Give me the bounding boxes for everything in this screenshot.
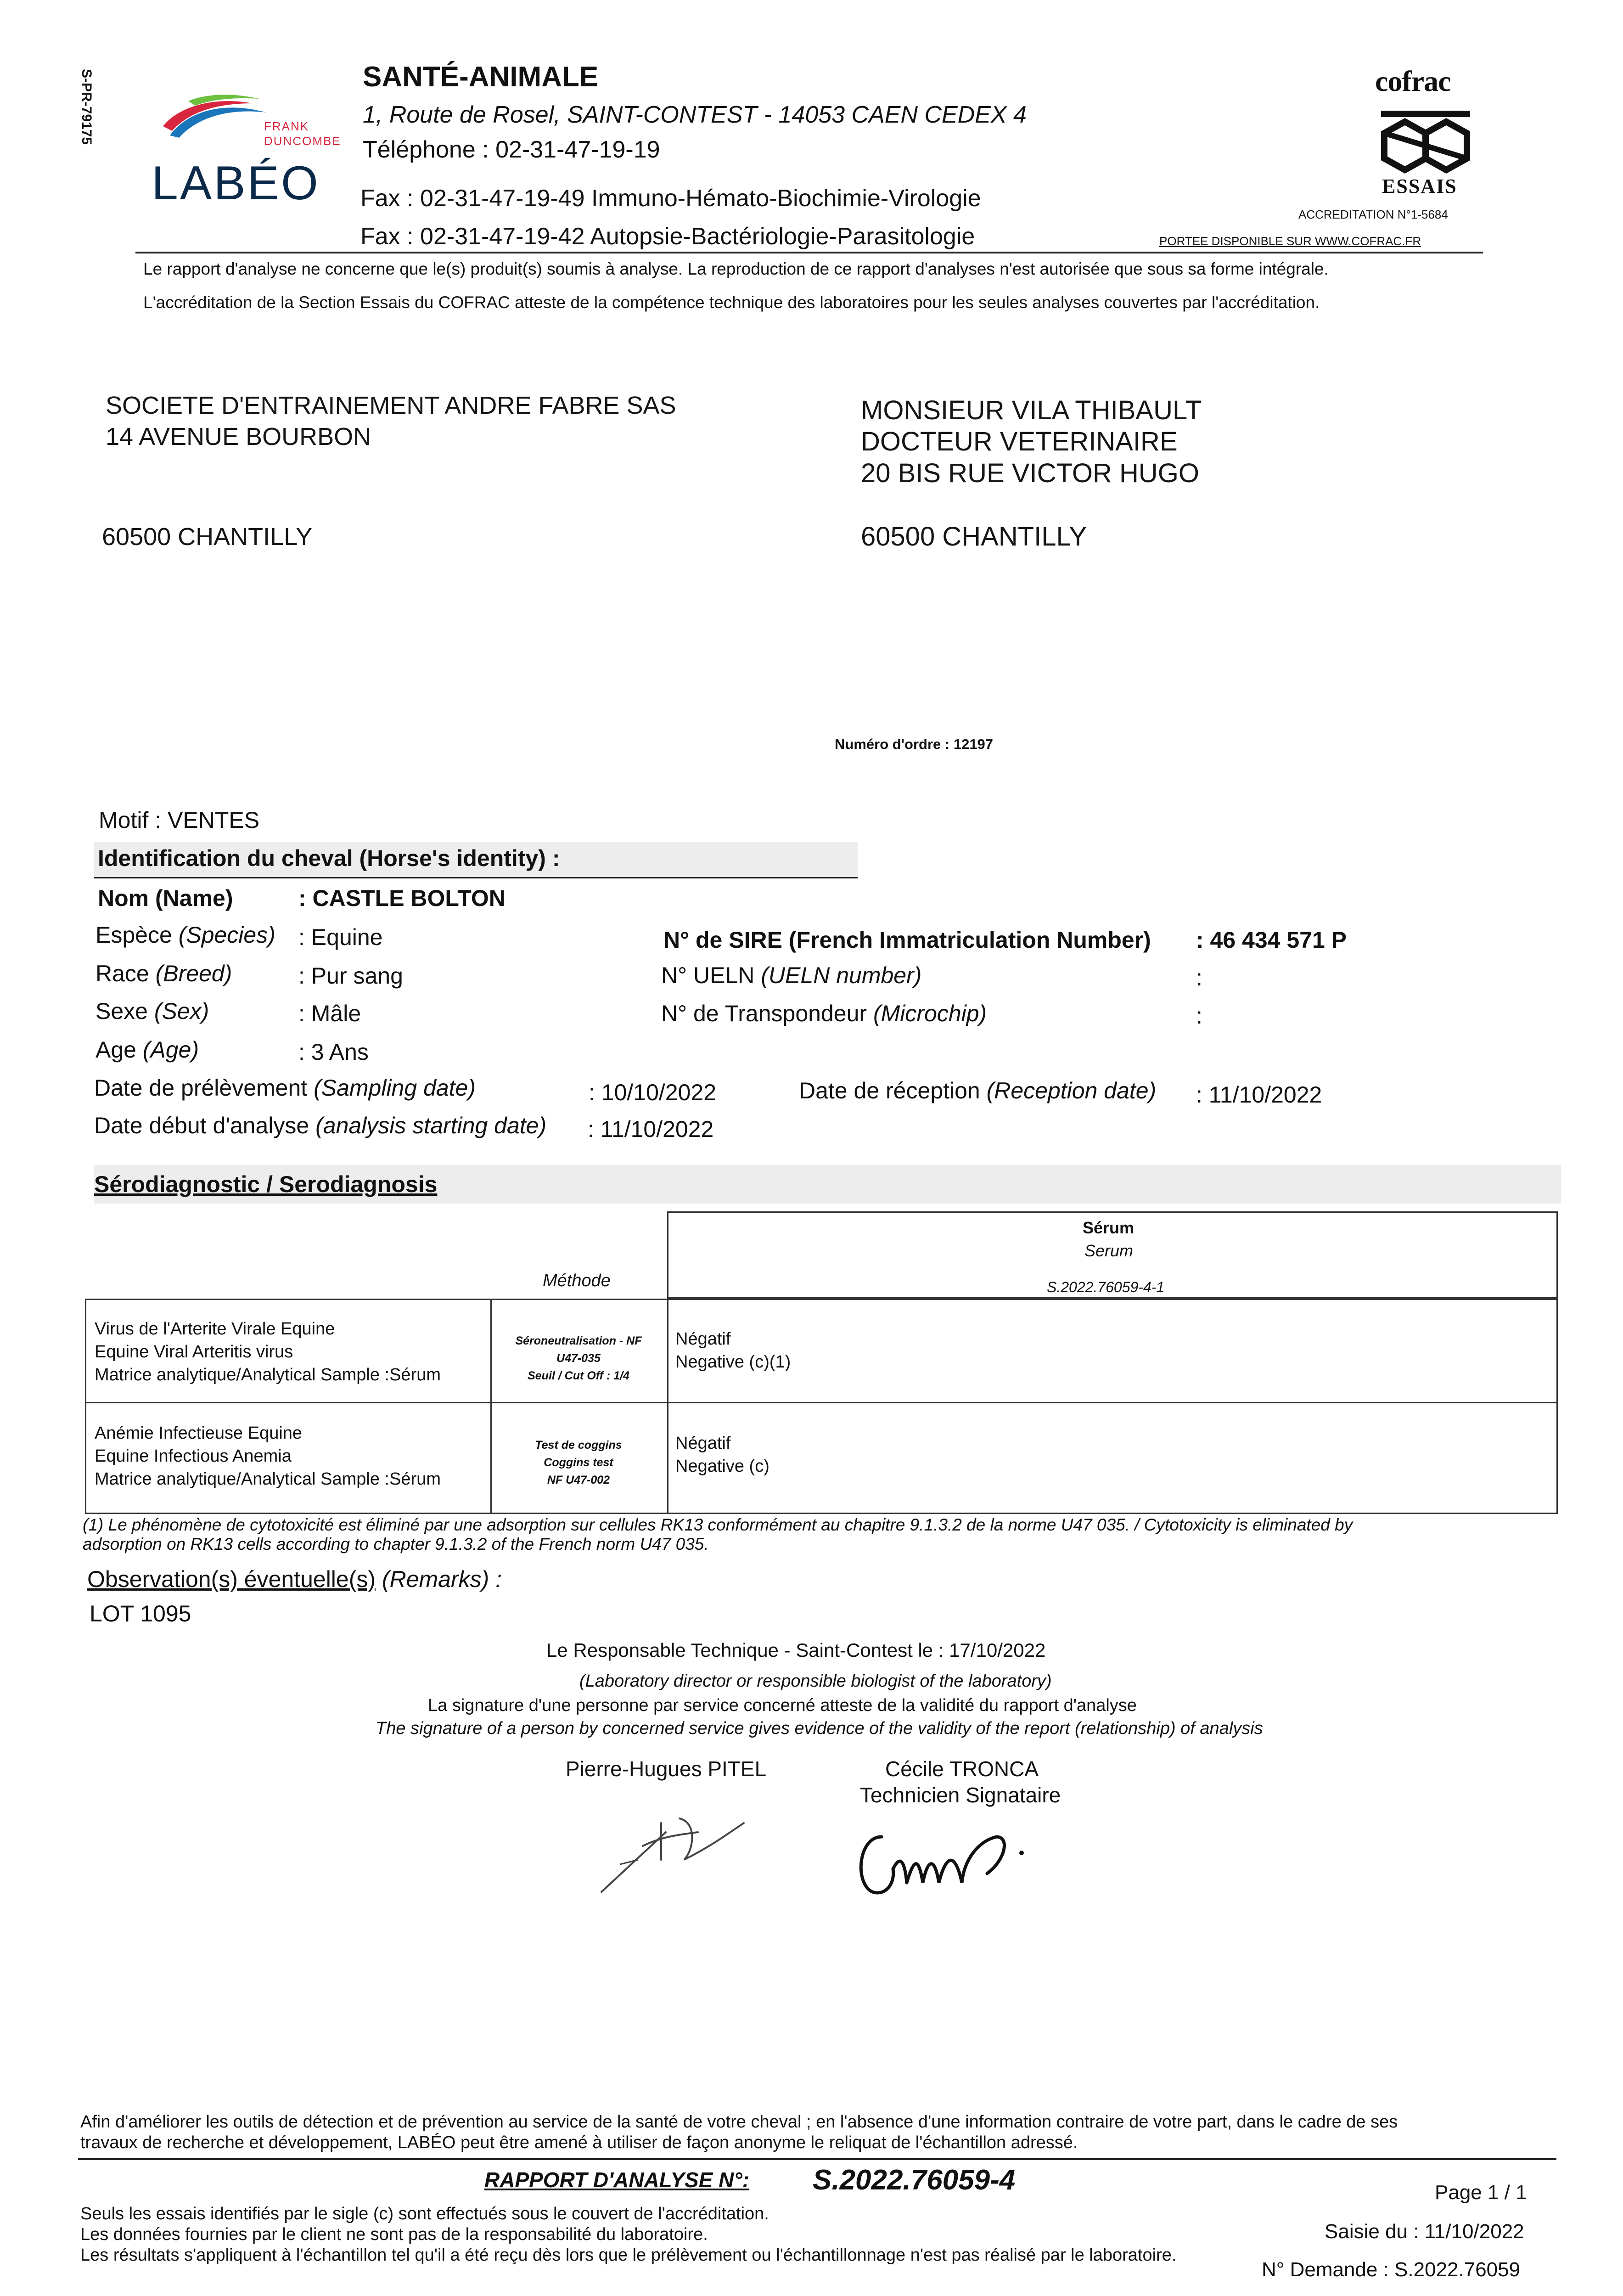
- report-number: S.2022.76059-4: [813, 2164, 1016, 2196]
- result-en: Negative (c)(1): [675, 1352, 791, 1372]
- table-row: [85, 1402, 1558, 1514]
- breed-label-en: (Breed): [155, 961, 232, 986]
- species-value: : Equine: [298, 924, 383, 950]
- transponder-value: :: [1196, 1003, 1202, 1029]
- age-label-en: (Age): [142, 1037, 199, 1063]
- breed-label-fr: Race: [95, 961, 149, 986]
- research-notice-2: travaux de recherche et développement, LABÉO peut être amené à utiliser de façon anonyme le reliquat de l'échantillon adressé.: [80, 2133, 1078, 2152]
- sampling-date-label-en: (Sampling date): [314, 1075, 476, 1101]
- signer-2-name: Cécile TRONCA: [885, 1757, 1039, 1781]
- document-reference-code: S-PR-79175: [79, 69, 94, 145]
- research-notice-1: Afin d'améliorer les outils de détection et de prévention au service de la santé de votre cheval ; en l'absence d'une information contraire de votre part, dans le cadre de ses: [80, 2112, 1398, 2132]
- species-label-en: (Species): [178, 922, 275, 948]
- sampling-date-value: : 10/10/2022: [589, 1080, 717, 1105]
- technical-manager-line-en: (Laboratory director or responsible biologist of the laboratory): [579, 1671, 1052, 1691]
- signer-2-title: Technicien Signataire: [860, 1783, 1061, 1807]
- method-line-1: Séroneutralisation - NF: [515, 1334, 642, 1347]
- sample-header-en: Serum: [1084, 1241, 1134, 1260]
- result-fr: Négatif: [675, 1434, 731, 1453]
- sire-label: N° de SIRE (French Immatriculation Number): [663, 927, 1151, 953]
- results-scope-note: Les résultats s'appliquent à l'échantillon tel qu'il a été reçu dès lors que le prélèvement ou l'échantillonnage n'est pas réalisé par le laboratoire.: [80, 2245, 1177, 2265]
- method-header: Méthode: [543, 1271, 611, 1290]
- analysis-start-label: [94, 1112, 546, 1139]
- method-line-2: U47-035: [556, 1352, 601, 1365]
- sire-value: : 46 434 571 P: [1196, 927, 1347, 953]
- method-line-3: NF U47-002: [547, 1474, 610, 1486]
- technical-manager-line: Le Responsable Technique - Saint-Contest le : 17/10/2022: [546, 1639, 1046, 1661]
- analysis-start-label-fr: Date début d'analyse: [94, 1113, 309, 1138]
- age-value: : 3 Ans: [298, 1039, 369, 1065]
- footer-divider: [78, 2158, 1556, 2160]
- cofrac-emblem-icon: [1377, 108, 1474, 177]
- accreditation-number: ACCREDITATION N°1-5684: [1298, 208, 1448, 221]
- page-number: Page 1 / 1: [1435, 2181, 1527, 2204]
- result-en: Negative (c): [675, 1457, 769, 1476]
- owner-name: SOCIETE D'ENTRAINEMENT ANDRE FABRE SAS: [106, 392, 676, 419]
- recipient-city: 60500 CHANTILLY: [861, 522, 1087, 551]
- cytotoxicity-footnote-1: (1) Le phénomène de cytotoxicité est éliminé par une adsorption sur cellules RK13 conformément au chapitre 9.1.3.2 de la norme U47 035. / Cytotoxicity is eliminated by: [83, 1515, 1353, 1534]
- sex-label-en: (Sex): [154, 998, 209, 1024]
- remarks-value: LOT 1095: [90, 1601, 191, 1626]
- logo-small-line-1: FRANK: [264, 119, 309, 133]
- lab-address: 1, Route de Rosel, SAINT-CONTEST - 14053 CAEN CEDEX 4: [363, 101, 1027, 128]
- method-line-1: Test de coggins: [535, 1439, 622, 1452]
- ueln-value: :: [1196, 965, 1202, 990]
- identity-heading-rule: [94, 877, 858, 878]
- disclaimer-line-2: L'accréditation de la Section Essais du COFRAC atteste de la compétence technique des laboratoires pour les seules analyses couvertes par l'accréditation.: [143, 293, 1320, 312]
- owner-city: 60500 CHANTILLY: [102, 523, 313, 551]
- remarks-label: [87, 1566, 502, 1593]
- request-number: N° Demande : S.2022.76059: [1262, 2258, 1521, 2281]
- lab-fax-2: Fax : 02-31-47-19-42 Autopsie-Bactériologie-Parasitologie: [360, 223, 975, 250]
- sample-id: S.2022.76059-4-1: [1047, 1279, 1165, 1295]
- ueln-label-en: (UELN number): [761, 962, 922, 988]
- breed-value: : Pur sang: [298, 963, 403, 989]
- lab-phone: Téléphone : 02-31-47-19-19: [363, 136, 660, 163]
- entry-date: Saisie du : 11/10/2022: [1325, 2220, 1524, 2243]
- ueln-label: [661, 962, 921, 989]
- horse-name-label: Nom (Name): [98, 885, 233, 911]
- analysis-name-en: Equine Infectious Anemia: [95, 1446, 292, 1466]
- sex-label: [95, 998, 209, 1024]
- sex-value: : Mâle: [298, 1001, 361, 1026]
- serodiagnosis-heading: Sérodiagnostic / Serodiagnosis: [94, 1171, 438, 1197]
- reception-date-label-en: (Reception date): [986, 1078, 1157, 1103]
- reception-date-label-fr: Date de réception: [799, 1078, 980, 1103]
- motif: Motif : VENTES: [99, 807, 260, 833]
- breed-label: [95, 960, 232, 987]
- species-label: [95, 922, 275, 948]
- labeo-logo: [152, 92, 349, 211]
- remarks-label-en: (Remarks) :: [382, 1566, 502, 1592]
- result-fr: Négatif: [675, 1329, 731, 1349]
- analysis-name: Virus de l'Arterite Virale Equine: [95, 1319, 335, 1339]
- order-number: Numéro d'ordre : 12197: [835, 736, 994, 752]
- header-divider: [135, 252, 1483, 253]
- sampling-date-label-fr: Date de prélèvement: [94, 1075, 308, 1101]
- species-label-fr: Espèce: [95, 922, 172, 948]
- cytotoxicity-footnote-2: adsorption on RK13 cells according to chapter 9.1.3.2 of the French norm U47 035.: [83, 1535, 709, 1553]
- lab-title: SANTÉ-ANIMALE: [363, 61, 599, 93]
- sample-header-fr: Sérum: [1083, 1218, 1134, 1237]
- logo-name: LABÉO: [152, 157, 320, 210]
- analysis-start-value: : 11/10/2022: [588, 1116, 714, 1142]
- client-data-note: Les données fournies par le client ne sont pas de la responsabilité du laboratoire.: [80, 2225, 708, 2244]
- table-row: [85, 1299, 1558, 1403]
- accreditation-note: Seuls les essais identifiés par le sigle (c) sont effectués sous le couvert de l'accréditation.: [80, 2204, 769, 2223]
- analysis-start-label-en: (analysis starting date): [315, 1113, 547, 1138]
- owner-street: 14 AVENUE BOURBON: [106, 423, 371, 450]
- method-line-3: Seuil / Cut Off : 1/4: [528, 1369, 629, 1382]
- remarks-label-fr: Observation(s) éventuelle(s): [87, 1566, 376, 1592]
- age-label-fr: Age: [95, 1037, 136, 1063]
- signature-pitel: [592, 1795, 758, 1906]
- transponder-label: [661, 1000, 987, 1027]
- signer-1-name: Pierre-Hugues PITEL: [566, 1757, 767, 1781]
- reception-date-label: [799, 1077, 1156, 1104]
- analysis-matrix: Matrice analytique/Analytical Sample :Sérum: [95, 1365, 441, 1384]
- recipient-name: MONSIEUR VILA THIBAULT: [861, 395, 1202, 425]
- lab-fax-1: Fax : 02-31-47-19-49 Immuno-Hémato-Biochimie-Virologie: [360, 185, 981, 212]
- transponder-label-en: (Microchip): [873, 1001, 987, 1026]
- signature-tronca: [849, 1818, 1088, 1910]
- cofrac-essais-label: ESSAIS: [1382, 175, 1457, 197]
- identity-heading: Identification du cheval (Horse's identity) :: [98, 845, 560, 871]
- signature-validity-fr: La signature d'une personne par service concerné atteste de la validité du rapport d'analyse: [428, 1696, 1137, 1715]
- logo-small-line-2: DUNCOMBE: [264, 134, 341, 148]
- recipient-title: DOCTEUR VETERINAIRE: [861, 427, 1178, 456]
- signature-validity-en: The signature of a person by concerned service gives evidence of the validity of the report (relationship) of analysis: [376, 1719, 1263, 1738]
- labeo-swoosh-icon: [161, 92, 280, 161]
- sampling-date-label: [94, 1075, 476, 1101]
- report-number-label: RAPPORT D'ANALYSE N°:: [484, 2168, 750, 2192]
- accreditation-scope-link[interactable]: PORTEE DISPONIBLE SUR WWW.COFRAC.FR: [1159, 234, 1421, 248]
- age-label: [95, 1036, 199, 1063]
- recipient-street: 20 BIS RUE VICTOR HUGO: [861, 458, 1199, 488]
- analysis-name: Anémie Infectieuse Equine: [95, 1424, 303, 1443]
- transponder-label-fr: N° de Transpondeur: [661, 1001, 867, 1026]
- analysis-name-en: Equine Viral Arteritis virus: [95, 1342, 293, 1362]
- disclaimer-line-1: Le rapport d'analyse ne concerne que le(s) produit(s) soumis à analyse. La reproduction de ce rapport d'analyses n'est autorisée que sous sa forme intégrale.: [143, 259, 1329, 278]
- cofrac-logo-text: cofrac: [1375, 65, 1451, 97]
- sex-label-fr: Sexe: [95, 998, 148, 1024]
- reception-date-value: : 11/10/2022: [1196, 1082, 1322, 1108]
- horse-name-value: : CASTLE BOLTON: [298, 885, 505, 911]
- ueln-label-fr: N° UELN: [661, 962, 755, 988]
- method-line-2: Coggins test: [544, 1456, 613, 1469]
- analysis-matrix: Matrice analytique/Analytical Sample :Sérum: [95, 1469, 441, 1489]
